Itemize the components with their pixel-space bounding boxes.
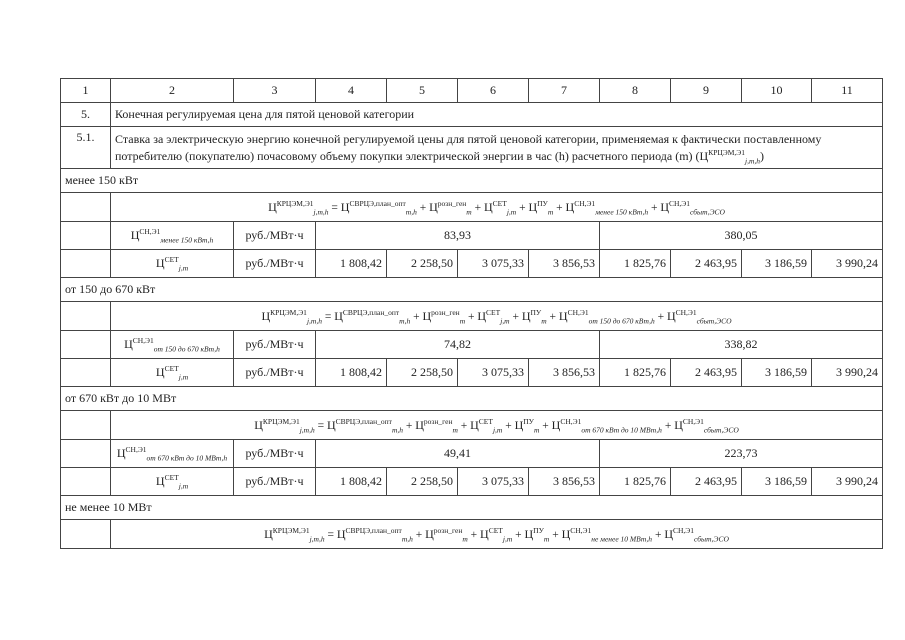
sn-label xyxy=(111,222,234,250)
category-row xyxy=(61,169,883,193)
formula-term-sbyt-letter: Ц xyxy=(660,199,670,214)
sn-symbol-letter: Ц xyxy=(130,228,140,242)
formula-term-set-letter: Ц xyxy=(480,526,489,541)
subsection-number: 5.1. xyxy=(61,127,111,169)
desc-end: ) xyxy=(759,148,764,163)
formula-lhs-sub-text: j,m,h xyxy=(299,424,315,434)
formula-term-sn-letter: Ц xyxy=(561,526,571,541)
set-value: 3 186,59 xyxy=(742,359,812,387)
set-symbol-letter: Ц xyxy=(155,474,165,488)
formula-lhs-sup: КРЦЭМ,Э1 xyxy=(270,307,307,317)
formula-term-sn xyxy=(562,527,653,541)
set-value: 2 258,50 xyxy=(387,468,458,496)
sn-row xyxy=(61,331,883,359)
formula-term-pu-letter: Ц xyxy=(528,199,538,214)
unit-cell: руб./МВт·ч xyxy=(234,250,316,278)
formula-term-sn xyxy=(552,418,662,432)
formula-term-pu-sub-text: m xyxy=(547,206,554,216)
unit-cell: руб./МВт·ч xyxy=(234,331,316,359)
formula-term-sbyt-sub xyxy=(690,207,725,216)
set-symbol xyxy=(155,255,189,273)
formula-term-sn-letter: Ц xyxy=(565,199,575,214)
formula-term-sbrce-sub xyxy=(402,534,413,543)
formula-cell xyxy=(111,411,883,440)
set-value: 2 463,95 xyxy=(671,250,742,278)
formula-operator: + xyxy=(402,419,416,432)
desc-line2: потребителю (покупателю) почасовому объему покупки электрической энергии в час (h) расчетного периода (m) (Ц xyxy=(115,148,709,163)
formula-term-sn-sup: СН,Э1 xyxy=(570,525,592,535)
formula-term-sbrce-sub xyxy=(392,425,403,434)
set-symbol-sub-text: j,m xyxy=(178,263,189,273)
formula-term-set-sub xyxy=(503,534,512,543)
formula-operator: + xyxy=(512,528,525,541)
col-num: 9 xyxy=(671,79,742,103)
col-num: 3 xyxy=(234,79,316,103)
formula-term-pu xyxy=(524,527,549,541)
sn-symbol-sup: СН,Э1 xyxy=(125,445,147,454)
category-row xyxy=(61,496,883,520)
formula-term-rozn-letter: Ц xyxy=(422,308,432,323)
set-value: 2 258,50 xyxy=(387,250,458,278)
row-spacer xyxy=(61,440,111,468)
formula-term-sbrce-letter: Ц xyxy=(334,308,343,323)
category-label: не менее 10 МВт xyxy=(61,496,883,520)
formula-term-sbyt-sub xyxy=(697,316,732,325)
set-symbol-sup: СЕТ xyxy=(164,255,179,264)
sn-value-group-a: 74,82 xyxy=(316,331,600,359)
formula-spacer xyxy=(61,520,111,549)
formula-term-sbyt-sub xyxy=(694,534,729,543)
formula-lhs xyxy=(268,200,328,214)
formula-term-sbrce-sub-text: m,h xyxy=(391,424,403,434)
set-value: 3 075,33 xyxy=(458,359,529,387)
desc-sup: КРЦЭМ,Э1 xyxy=(708,147,745,157)
col-num: 2 xyxy=(111,79,234,103)
formula-operator: + xyxy=(648,201,661,214)
sn-row xyxy=(61,222,883,250)
set-value: 3 856,53 xyxy=(529,468,600,496)
formula-term-rozn-sup: розн_ген xyxy=(437,198,467,208)
formula-term-sbrce-sub-text: m,h xyxy=(401,533,413,543)
sn-label xyxy=(111,440,234,468)
sn-value-group-b: 380,05 xyxy=(600,222,883,250)
set-symbol-sub-text: j,m xyxy=(178,481,189,491)
formula-term-set-sup: СЕТ xyxy=(492,198,507,208)
formula-term-sbrce-sub xyxy=(406,207,417,216)
formula-operator: + xyxy=(471,201,484,214)
formula-lhs-letter: Ц xyxy=(261,308,271,323)
row-spacer xyxy=(61,222,111,250)
col-num: 6 xyxy=(458,79,529,103)
formula-spacer xyxy=(61,193,111,222)
formula-row xyxy=(61,411,883,440)
formula-term-set-sub-text: j,m xyxy=(506,206,517,216)
formula-term-pu-letter: Ц xyxy=(521,308,531,323)
formula-term-sbyt-letter: Ц xyxy=(674,417,683,432)
formula-term-rozn-sub-text: m xyxy=(462,533,468,543)
formula-lhs xyxy=(261,309,321,323)
set-value: 3 856,53 xyxy=(529,250,600,278)
col-num: 4 xyxy=(316,79,387,103)
formula-term-sbrce xyxy=(334,309,410,323)
sn-symbol xyxy=(130,227,214,245)
set-symbol-sub-text: j,m xyxy=(178,372,189,382)
formula-lhs-sub xyxy=(307,316,322,325)
formula-operator: + xyxy=(416,201,430,214)
set-row xyxy=(61,359,883,387)
unit-cell: руб./МВт·ч xyxy=(234,359,316,387)
formula-operator: + xyxy=(502,419,515,432)
set-value: 1 808,42 xyxy=(316,468,387,496)
formula-row xyxy=(61,302,883,331)
formula-term-sbyt xyxy=(660,200,725,214)
formula-lhs-sup: КРЦЭМ,Э1 xyxy=(262,416,300,426)
formula-term-sbrce-sub-text: m,h xyxy=(405,206,417,216)
set-value: 2 463,95 xyxy=(671,468,742,496)
formula-row xyxy=(61,193,883,222)
formula-term-sn-sup: СН,Э1 xyxy=(560,416,582,426)
formula-row xyxy=(61,520,883,549)
formula-term-set-sub-text: j,m xyxy=(502,533,513,543)
set-value: 3 990,24 xyxy=(812,250,883,278)
sn-symbol-letter: Ц xyxy=(124,337,133,351)
formula-lhs-sup: КРЦЭМ,Э1 xyxy=(276,198,314,208)
formula-term-set-letter: Ц xyxy=(483,199,493,214)
formula-term-sbyt-sub-text: сбыт,ЭСО xyxy=(690,206,725,216)
set-symbol-sup: СЕТ xyxy=(164,364,179,373)
formula-term-sbyt-sub-text: сбыт,ЭСО xyxy=(703,424,739,434)
category-row xyxy=(61,278,883,302)
formula-term-pu xyxy=(528,200,553,214)
formula-term-sbyt-sup: СН,Э1 xyxy=(682,416,704,426)
formula-term-pu-sup: ПУ xyxy=(533,525,544,535)
formula-term-rozn-sub-text: m xyxy=(452,424,458,434)
set-row xyxy=(61,468,883,496)
formula-term-sn xyxy=(559,309,655,323)
sn-symbol-sub-text: менее 150 кВт,h xyxy=(160,235,214,245)
formula-term-pu-letter: Ц xyxy=(524,526,534,541)
sn-symbol xyxy=(116,445,228,463)
formula-lhs-sub xyxy=(300,425,315,434)
formula-term-sn-sub-text: менее 150 кВт,h xyxy=(595,206,649,216)
formula-term-sn-sub xyxy=(581,425,662,434)
formula-operator: + xyxy=(546,310,559,323)
formula-term-sbrce-sup: СВРЦЭ,план_опт xyxy=(345,525,402,535)
formula-term-rozn xyxy=(429,200,472,214)
set-value: 3 990,24 xyxy=(812,468,883,496)
formula-term-sn-sub xyxy=(589,316,655,325)
formula-term-pu xyxy=(522,309,547,323)
formula-term-rozn-sup: розн_ген xyxy=(431,307,460,317)
section-number: 5. xyxy=(61,103,111,127)
formula-lhs xyxy=(264,527,324,541)
formula-lhs-letter: Ц xyxy=(254,417,263,432)
set-value: 3 186,59 xyxy=(742,250,812,278)
set-symbol xyxy=(155,364,189,382)
formula-term-sn xyxy=(566,200,649,214)
sn-symbol-sub-text: от 150 до 670 кВт,h xyxy=(153,344,220,354)
sn-symbol xyxy=(124,336,220,354)
formula-cell xyxy=(111,302,883,331)
sn-value-group-a: 83,93 xyxy=(316,222,600,250)
formula-operator: + xyxy=(465,310,478,323)
subsection-row xyxy=(61,127,883,169)
formula-operator: + xyxy=(661,419,675,432)
formula-term-sbrce-sup: СВРЦЭ,план_опт xyxy=(349,198,406,208)
set-row xyxy=(61,250,883,278)
sn-symbol-sup: СН,Э1 xyxy=(132,336,154,345)
row-spacer xyxy=(61,468,111,496)
set-symbol xyxy=(155,473,189,491)
formula-term-sbrce-letter: Ц xyxy=(336,526,346,541)
set-value: 2 258,50 xyxy=(387,359,458,387)
unit-cell: руб./МВт·ч xyxy=(234,468,316,496)
formula-cell xyxy=(111,193,883,222)
formula-term-sbyt-sup: СН,Э1 xyxy=(672,525,694,535)
formula-operator: = xyxy=(314,419,327,432)
formula-term-pu-sup: ПУ xyxy=(530,307,542,317)
section-row xyxy=(61,103,883,127)
formula-term-rozn-sub-text: m xyxy=(466,206,472,216)
subsection-description xyxy=(111,127,883,169)
formula-operator: + xyxy=(467,528,481,541)
formula-term-pu-sub-text: m xyxy=(543,533,550,543)
set-label xyxy=(111,359,234,387)
set-symbol-sub xyxy=(179,372,188,381)
formula-term-rozn xyxy=(422,309,465,323)
formula-operator: + xyxy=(553,201,566,214)
formula-term-set-sub-text: j,m xyxy=(492,424,503,434)
formula-term-sn-sub xyxy=(591,534,652,543)
row-spacer xyxy=(61,359,111,387)
formula-term-sbyt-sup: СН,Э1 xyxy=(669,198,691,208)
formula-term-set-sup: СЕТ xyxy=(486,307,501,317)
formula-term-rozn xyxy=(425,527,468,541)
formula-term-pu-sub-text: m xyxy=(534,424,540,434)
formula-term-sbyt-letter: Ц xyxy=(666,308,676,323)
formula-term-sn-sup: СН,Э1 xyxy=(567,307,589,317)
section-title: Конечная регулируемая цена для пятой ценовой категории xyxy=(111,103,883,127)
formula-lhs-letter: Ц xyxy=(264,526,273,541)
formula-term-sn-sup: СН,Э1 xyxy=(574,198,596,208)
formula-term-rozn-letter: Ц xyxy=(415,417,424,432)
formula-lhs-sub xyxy=(310,534,325,543)
sn-symbol-sup: СН,Э1 xyxy=(139,227,161,236)
set-label xyxy=(111,468,234,496)
formula-operator: + xyxy=(652,528,665,541)
set-value: 3 990,24 xyxy=(812,359,883,387)
formula-term-sbyt-sub xyxy=(704,425,739,434)
col-num: 11 xyxy=(812,79,883,103)
sn-value-group-b: 223,73 xyxy=(600,440,883,468)
formula-term-sn-sub-text: не менее 10 МВт,h xyxy=(591,533,653,543)
formula-term-sbyt xyxy=(664,527,729,541)
column-numbers-row xyxy=(61,79,883,103)
formula-term-sn-sub-text: от 150 до 670 кВт,h xyxy=(588,315,655,325)
set-symbol-sub xyxy=(179,481,188,490)
formula-term-sbrce-letter: Ц xyxy=(326,417,336,432)
formula-operator: = xyxy=(324,528,337,541)
formula-operator: + xyxy=(509,310,522,323)
formula-term-sbyt-sup: СН,Э1 xyxy=(675,307,697,317)
formula-term-sbrce-sup: СВРЦЭ,план_опт xyxy=(342,307,400,317)
formula-term-set-letter: Ц xyxy=(470,417,479,432)
category-label: от 670 кВт до 10 МВт xyxy=(61,387,883,411)
formula-spacer xyxy=(61,411,111,440)
formula-term-pu-sup: ПУ xyxy=(537,198,548,208)
category-row xyxy=(61,387,883,411)
sn-symbol-sub-text: от 670 кВт до 10 МВт,h xyxy=(146,453,228,463)
formula-term-rozn-sub-text: m xyxy=(459,315,466,325)
formula-term-pu xyxy=(515,418,540,432)
unit-cell: руб./МВт·ч xyxy=(234,440,316,468)
formula-operator: + xyxy=(516,201,529,214)
set-value: 1 825,76 xyxy=(600,359,671,387)
set-symbol-letter: Ц xyxy=(155,256,165,270)
set-label xyxy=(111,250,234,278)
set-value: 3 075,33 xyxy=(458,250,529,278)
formula-term-sbyt xyxy=(667,309,732,323)
set-value: 2 463,95 xyxy=(671,359,742,387)
sn-symbol-sub xyxy=(160,235,213,244)
desc-sub: j,m,h xyxy=(744,155,760,165)
sn-row xyxy=(61,440,883,468)
category-label: менее 150 кВт xyxy=(61,169,883,193)
formula-term-set-sup: СЕТ xyxy=(478,416,493,426)
formula-operator: + xyxy=(412,528,426,541)
formula-spacer xyxy=(61,302,111,331)
formula-term-sbrce-sup: СВРЦЭ,план_опт xyxy=(335,416,392,426)
formula-term-sn-sub-text: от 670 кВт до 10 МВт,h xyxy=(581,424,662,434)
formula-term-set-sub-text: j,m xyxy=(500,315,510,325)
row-spacer xyxy=(61,331,111,359)
formula-term-sbyt-sub-text: сбыт,ЭСО xyxy=(693,533,729,543)
sn-value-group-a: 49,41 xyxy=(316,440,600,468)
formula-term-sbrce-letter: Ц xyxy=(340,199,350,214)
formula-lhs-sup: КРЦЭМ,Э1 xyxy=(272,525,310,535)
col-num: 10 xyxy=(742,79,812,103)
formula-term-set xyxy=(480,527,512,541)
formula-term-sn-sub xyxy=(595,207,648,216)
tariff-table xyxy=(60,78,883,549)
formula-lhs-sub-text: j,m,h xyxy=(313,206,329,216)
formula-operator: + xyxy=(654,310,667,323)
formula-lhs-sub xyxy=(314,207,329,216)
formula-cell xyxy=(111,520,883,549)
desc-line1: Ставка за электрическую энергию конечной регулируемой цены для пятой ценовой категории, применяемая к фактически поставленному xyxy=(115,131,822,146)
formula-term-sbrce-sub xyxy=(399,316,410,325)
formula-term-rozn-letter: Ц xyxy=(425,526,434,541)
formula-operator: + xyxy=(457,419,471,432)
unit-cell: руб./МВт·ч xyxy=(234,222,316,250)
formula-term-pu-sub-text: m xyxy=(541,315,547,325)
formula-term-pu-letter: Ц xyxy=(514,417,524,432)
col-num: 7 xyxy=(529,79,600,103)
formula-term-set-sub xyxy=(507,207,516,216)
formula-term-set-letter: Ц xyxy=(477,308,487,323)
formula-operator: + xyxy=(410,310,423,323)
formula-operator: + xyxy=(539,419,552,432)
set-symbol-sub xyxy=(179,263,188,272)
formula-lhs-letter: Ц xyxy=(268,199,277,214)
sn-symbol-letter: Ц xyxy=(116,446,126,460)
formula-term-set xyxy=(470,418,502,432)
set-value: 1 825,76 xyxy=(600,250,671,278)
set-value: 1 808,42 xyxy=(316,359,387,387)
formula-term-sbyt-letter: Ц xyxy=(664,526,673,541)
formula-term-rozn-sup: розн_ген xyxy=(423,416,453,426)
formula-lhs-sub-text: j,m,h xyxy=(306,315,322,325)
formula-term-sbrce xyxy=(341,200,417,214)
formula-term-sbrce-sub-text: m,h xyxy=(399,315,411,325)
formula-lhs xyxy=(254,418,314,432)
formula-term-set xyxy=(484,200,516,214)
col-num: 8 xyxy=(600,79,671,103)
formula-term-sbyt-sub-text: сбыт,ЭСО xyxy=(696,315,732,325)
sn-symbol-sub xyxy=(154,344,220,353)
formula-term-set xyxy=(477,309,509,323)
formula-operator: + xyxy=(549,528,562,541)
formula-term-set-sub xyxy=(493,425,502,434)
formula-operator: = xyxy=(328,201,341,214)
category-label: от 150 до 670 кВт xyxy=(61,278,883,302)
set-value: 1 825,76 xyxy=(600,468,671,496)
sn-symbol-sub xyxy=(147,453,228,462)
set-value: 3 856,53 xyxy=(529,359,600,387)
formula-term-rozn-sup: розн_ген xyxy=(433,525,463,535)
set-value: 3 186,59 xyxy=(742,468,812,496)
sn-label xyxy=(111,331,234,359)
formula-operator: = xyxy=(321,310,335,323)
formula-term-sbrce xyxy=(337,527,413,541)
formula-term-set-sub xyxy=(500,316,509,325)
formula-term-rozn xyxy=(415,418,458,432)
formula-term-sn-letter: Ц xyxy=(551,417,561,432)
row-spacer xyxy=(61,250,111,278)
formula-term-sbrce xyxy=(327,418,403,432)
set-symbol-sup: СЕТ xyxy=(164,473,179,482)
set-value: 3 075,33 xyxy=(458,468,529,496)
set-value: 1 808,42 xyxy=(316,250,387,278)
formula-term-sbyt xyxy=(674,418,739,432)
formula-term-sn-letter: Ц xyxy=(558,308,568,323)
formula-term-set-sup: СЕТ xyxy=(488,525,503,535)
formula-lhs-sub-text: j,m,h xyxy=(309,533,325,543)
col-num: 1 xyxy=(61,79,111,103)
col-num: 5 xyxy=(387,79,458,103)
sn-value-group-b: 338,82 xyxy=(600,331,883,359)
set-symbol-letter: Ц xyxy=(155,365,165,379)
formula-term-rozn-letter: Ц xyxy=(429,199,438,214)
formula-term-pu-sup: ПУ xyxy=(523,416,534,426)
